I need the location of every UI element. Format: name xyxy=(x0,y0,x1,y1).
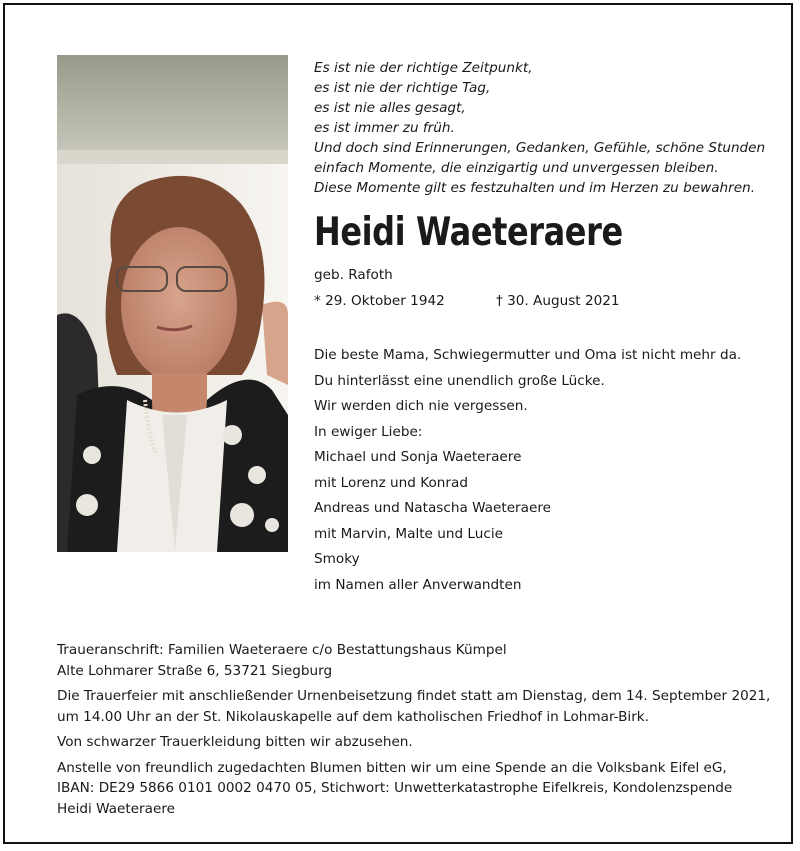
message-line: Andreas und Natascha Waeteraere xyxy=(314,500,551,516)
message-line: In ewiger Liebe: xyxy=(314,423,423,440)
maiden-name: geb. Rafoth xyxy=(314,267,393,283)
footer-line: Die Trauerfeier mit anschließender Urnenbeisetzung findet statt am Dienstag, dem 14. September 2021, xyxy=(57,688,771,704)
birth-date: * 29. Oktober 1942 xyxy=(314,293,445,309)
message-line: Die beste Mama, Schwiegermutter und Oma ist nicht mehr da. xyxy=(314,347,742,363)
poem-line: Diese Momente gilt es festzuhalten und im Herzen zu bewahren. xyxy=(314,180,756,196)
poem-line: einfach Momente, die einzigartig und unvergessen bleiben. xyxy=(314,160,719,176)
family-message xyxy=(314,343,741,598)
poem-line: es ist nie alles gesagt, xyxy=(314,100,466,116)
obituary-frame xyxy=(3,3,793,844)
deceased-name: Heidi Waeteraere xyxy=(314,210,623,255)
message-line: mit Lorenz und Konrad xyxy=(314,474,468,491)
footer-line: Von schwarzer Trauerkleidung bitten wir abzusehen. xyxy=(57,734,413,750)
footer-line: Traueranschrift: Familien Waeteraere c/o Bestattungshaus Kümpel xyxy=(57,642,507,658)
poem-line: es ist immer zu früh. xyxy=(314,120,455,136)
portrait-photo xyxy=(57,55,288,552)
poem-verse xyxy=(314,58,774,198)
footer-line: Alte Lohmarer Straße 6, 53721 Siegburg xyxy=(57,662,333,679)
poem-line: es ist nie der richtige Tag, xyxy=(314,80,491,96)
message-line: Michael und Sonja Waeteraere xyxy=(314,449,522,465)
message-line: im Namen aller Anverwandten xyxy=(314,576,522,593)
footer-line: um 14.00 Uhr an der St. Nikolauskapelle auf dem katholischen Friedhof in Lohmar-Birk. xyxy=(57,708,649,725)
footer-line: IBAN: DE29 5866 0101 0002 0470 05, Stichwort: Unwetterkatastrophe Eifelkreis, Kondolenzspende xyxy=(57,780,733,796)
footer-line: Anstelle von freundlich zugedachten Blumen bitten wir um eine Spende an die Volksbank Eifel eG, xyxy=(57,759,727,776)
message-line: Du hinterlässt eine unendlich große Lücke. xyxy=(314,372,605,389)
death-date: † 30. August 2021 xyxy=(496,293,620,309)
message-line: Smoky xyxy=(314,551,360,567)
footer-line: Heidi Waeteraere xyxy=(57,800,175,817)
poem-line: Und doch sind Erinnerungen, Gedanken, Gefühle, schöne Stunden xyxy=(314,140,766,156)
message-line: Wir werden dich nie vergessen. xyxy=(314,398,528,414)
poem-line: Es ist nie der richtige Zeitpunkt, xyxy=(314,60,533,76)
message-line: mit Marvin, Malte und Lucie xyxy=(314,525,503,542)
funeral-details xyxy=(57,635,771,824)
